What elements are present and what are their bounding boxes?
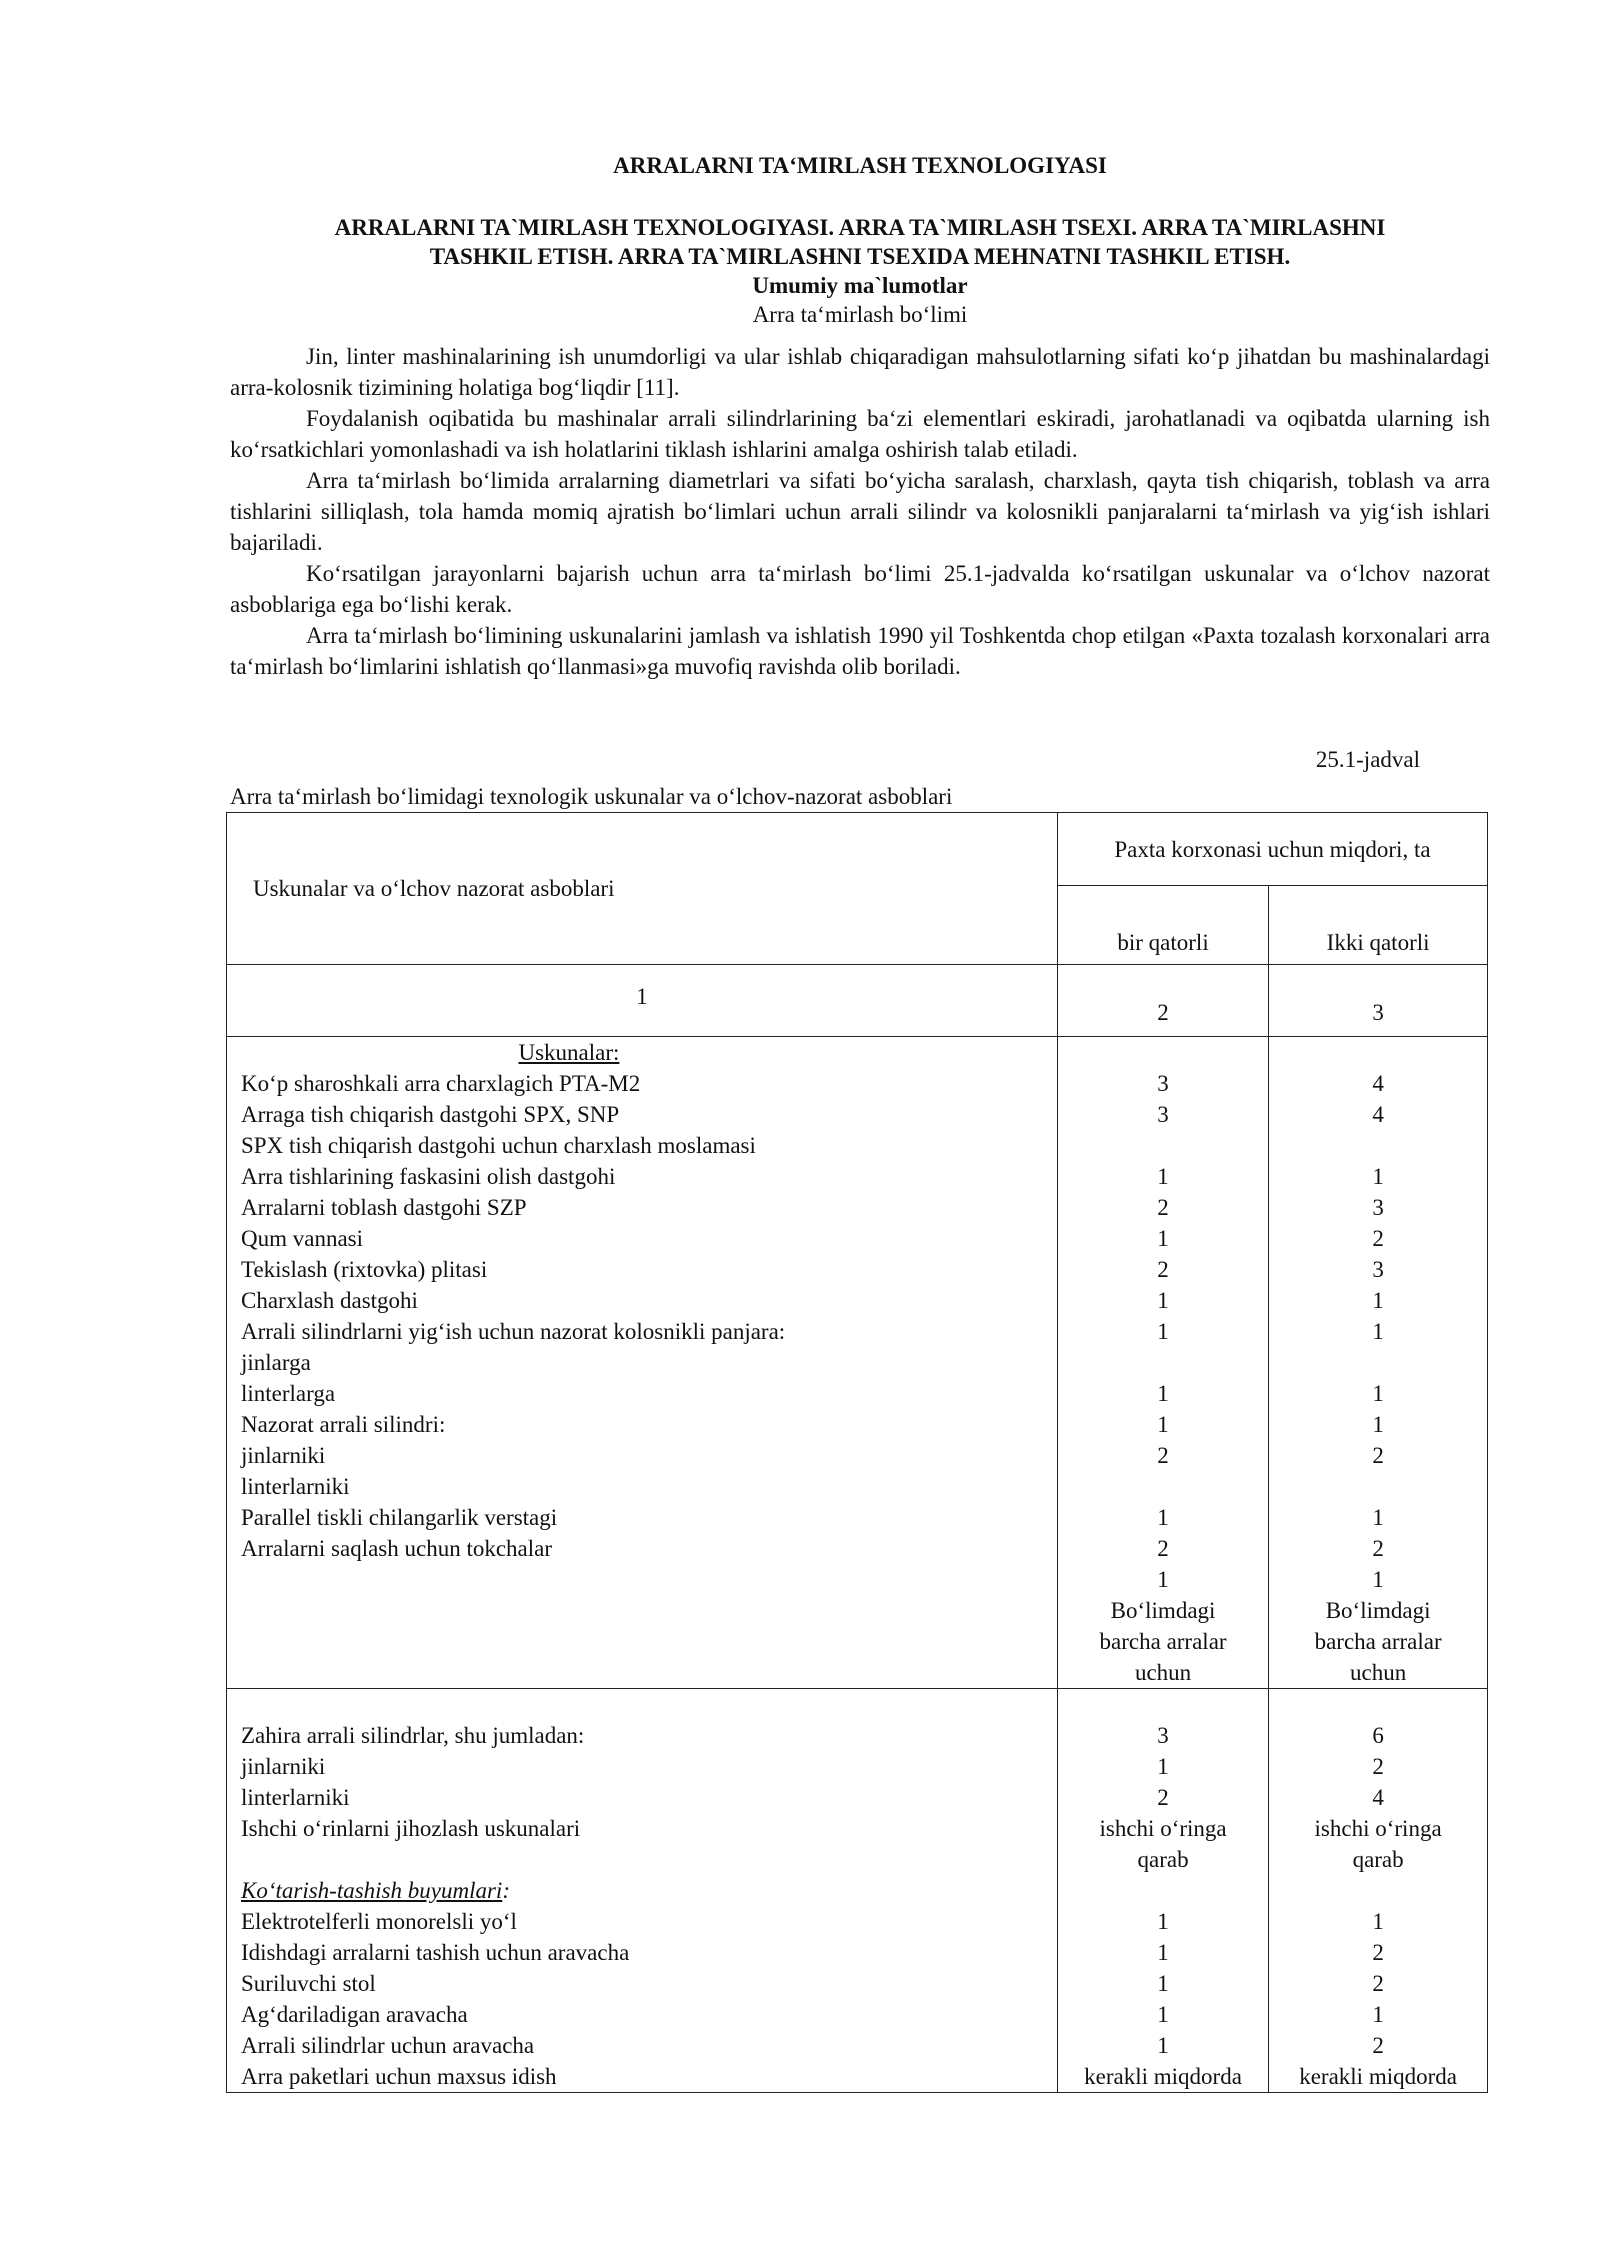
document-title: ARRALARNI TA‘MIRLASH TEXNOLOGIYASI bbox=[613, 153, 1107, 178]
column-number-2: 2 bbox=[1057, 965, 1268, 1037]
quantity-cell: 1 bbox=[1157, 1567, 1169, 1592]
table-row-equipment bbox=[227, 1037, 1488, 1689]
quantity-cell bbox=[1269, 1037, 1487, 1068]
list-item: Arra tishlarining faskasini olish dastgohi bbox=[241, 1164, 616, 1189]
quantity-cell: kerakli miqdorda bbox=[1299, 2064, 1457, 2089]
equipment-section-title: Uskunalar: bbox=[518, 1040, 620, 1065]
column-number-1: 1 bbox=[227, 965, 1058, 1037]
quantity-cell bbox=[1269, 1347, 1487, 1378]
list-item: Tekislash (rixtovka) plitasi bbox=[241, 1257, 488, 1282]
document-subtitle-line-1: ARRALARNI TA`MIRLASH TEXNOLOGIYASI. ARRA TA`MIRLASH TSEXI. ARRA TA`MIRLASHNI bbox=[334, 215, 1386, 240]
quantity-cell: 1 bbox=[1372, 1567, 1384, 1592]
list-item: Arrali silindrlar uchun aravacha bbox=[241, 2033, 535, 2058]
spacer bbox=[241, 1689, 1057, 1720]
list-item: Arralarni saqlash uchun tokchalar bbox=[241, 1536, 553, 1561]
list-item: Arra paketlari uchun maxsus idish bbox=[241, 2064, 557, 2089]
quantity-cell: 4 bbox=[1372, 1785, 1384, 1810]
spacer bbox=[1269, 1689, 1487, 1720]
quantity-cell: qarab bbox=[1352, 1847, 1404, 1872]
quantity-cell: 1 bbox=[1157, 1288, 1169, 1313]
quantity-cell: 1 bbox=[1372, 1288, 1384, 1313]
quantity-cell: 3 bbox=[1372, 1257, 1384, 1282]
quantity-cell: 6 bbox=[1372, 1723, 1384, 1748]
quantity-cell: 1 bbox=[1157, 1381, 1169, 1406]
quantity-cell: 1 bbox=[1157, 1226, 1169, 1251]
spacer bbox=[1058, 1689, 1268, 1720]
quantity-cell: ishchi o‘ringa bbox=[1314, 1816, 1442, 1841]
quantity-cell: 1 bbox=[1372, 1164, 1384, 1189]
spacer bbox=[1269, 1875, 1487, 1906]
subsection-heading: Arra ta‘mirlash bo‘limi bbox=[752, 302, 968, 327]
quantity-note: uchun bbox=[1349, 1660, 1407, 1685]
quantity-cell: 2 bbox=[1372, 1443, 1384, 1468]
quantity-cell: 4 bbox=[1372, 1102, 1384, 1127]
list-item: Nazorat arrali silindri: bbox=[241, 1412, 446, 1437]
quantity-cell: 1 bbox=[1157, 1754, 1169, 1779]
quantity-cell: 1 bbox=[1157, 2033, 1169, 2058]
section-heading: Umumiy ma`lumotlar bbox=[752, 273, 968, 298]
quantity-cell: 1 bbox=[1372, 2002, 1384, 2027]
paragraph: Foydalanish oqibatida bu mashinalar arrali silindrlarining ba‘zi elementlari eskiradi, jarohatlanadi va oqibatda ularning ish ko‘rsatkichlari yomonlashadi va ish holatlarini tiklash ishlarini amalga oshirish talab etiladi. bbox=[230, 406, 1490, 462]
list-item: Qum vannasi bbox=[241, 1226, 364, 1251]
spacer bbox=[241, 1844, 1057, 1875]
quantity-cell: 2 bbox=[1157, 1195, 1169, 1220]
table-number: 25.1-jadval bbox=[1315, 747, 1420, 772]
list-item: Arrali silindrlarni yig‘ish uchun nazorat kolosnikli panjara: bbox=[241, 1319, 786, 1344]
quantity-note: uchun bbox=[1134, 1660, 1192, 1685]
table-row-reserve bbox=[227, 1689, 1488, 2093]
quantity-cell: 2 bbox=[1372, 1971, 1384, 1996]
list-item: SPX tish chiqarish dastgohi uchun charxlash moslamasi bbox=[241, 1133, 756, 1158]
list-item: linterlarniki bbox=[241, 1785, 350, 1810]
paragraph: Arra ta‘mirlash bo‘limining uskunalarini jamlash va ishlatish 1990 yil Toshkentda chop etilgan «Paxta tozalash korxonalari arra ta‘mirlash bo‘limlarini ishlatish qo‘llanmasi»ga muvofiq ravishda olib boriladi. bbox=[230, 623, 1490, 679]
document-subtitle-line-2: TASHKIL ETISH. ARRA TA`MIRLASHNI TSEXIDA MEHNATNI TASHKIL ETISH. bbox=[429, 244, 1291, 269]
spacer bbox=[1058, 1875, 1268, 1906]
list-item: jinlarniki bbox=[241, 1443, 326, 1468]
paragraph: Ko‘rsatilgan jarayonlarni bajarish uchun arra ta‘mirlash bo‘limi 25.1-jadvalda ko‘rsatilgan uskunalar va o‘lchov nazorat asboblariga ega bo‘lishi kerak. bbox=[230, 561, 1490, 617]
single-row-quantities bbox=[1057, 1037, 1268, 1689]
list-item: jinlarniki bbox=[241, 1754, 326, 1779]
table-caption: Arra ta‘mirlash bo‘limidagi texnologik uskunalar va o‘lchov-nazorat asboblari bbox=[230, 784, 953, 809]
quantity-cell: 2 bbox=[1157, 1443, 1169, 1468]
quantity-cell: 1 bbox=[1157, 1909, 1169, 1934]
list-item: linterlarniki bbox=[241, 1474, 350, 1499]
quantity-cell: 1 bbox=[1157, 1164, 1169, 1189]
header-quantity-group: Paxta korxonasi uchun miqdori, ta bbox=[1057, 813, 1487, 886]
lifting-section-title: Ko‘tarish-tashish buyumlari: bbox=[241, 1878, 510, 1903]
quantity-cell: 1 bbox=[1157, 2002, 1169, 2027]
list-item: Ag‘dariladigan aravacha bbox=[241, 2002, 468, 2027]
paragraph: Jin, linter mashinalarining ish unumdorligi va ular ishlab chiqaradigan mahsulotlarning sifati ko‘p jihatdan bu mashinalardagi arra-kolosnik tizimining holatiga bog‘liqdir [11]. bbox=[230, 344, 1490, 400]
list-item: linterlarga bbox=[241, 1381, 336, 1406]
quantity-note: barcha arralar bbox=[1099, 1629, 1227, 1654]
header-double-row: Ikki qatorli bbox=[1269, 886, 1488, 965]
paragraph: Arra ta‘mirlash bo‘limida arralarning diametrlari va sifati bo‘yicha saralash, charxlash, qayta tish chiqarish, toblash va arra tishlarini silliqlash, tola hamda momiq ajratish bo‘limlari uchun arrali silindr va kolosnikli panjaralarni ta‘mirlash va yig‘ish ishlari bajariladi. bbox=[230, 468, 1490, 555]
document-page bbox=[230, 150, 1490, 2093]
header-equipment: Uskunalar va o‘lchov nazorat asboblari bbox=[227, 813, 1058, 965]
quantity-cell: 3 bbox=[1372, 1195, 1384, 1220]
quantity-cell: 1 bbox=[1372, 1319, 1384, 1344]
quantity-note: Bo‘limdagi bbox=[1110, 1598, 1216, 1623]
quantity-cell bbox=[1269, 1471, 1487, 1502]
quantity-cell bbox=[1269, 1130, 1487, 1161]
quantity-cell: 2 bbox=[1372, 1536, 1384, 1561]
quantity-note: Bo‘limdagi bbox=[1325, 1598, 1431, 1623]
equipment-table bbox=[226, 812, 1488, 2093]
quantity-cell: 2 bbox=[1372, 1226, 1384, 1251]
quantity-cell: 1 bbox=[1372, 1381, 1384, 1406]
quantity-cell bbox=[1058, 1037, 1268, 1068]
quantity-note: barcha arralar bbox=[1314, 1629, 1442, 1654]
list-item: Arraga tish chiqarish dastgohi SPX, SNP bbox=[241, 1102, 620, 1127]
list-item: Idishdagi arralarni tashish uchun aravacha bbox=[241, 1940, 630, 1965]
double-row-quantities bbox=[1269, 1037, 1488, 1689]
list-item: Ko‘p sharoshkali arra charxlagich PTA-M2 bbox=[241, 1071, 641, 1096]
quantity-cell: 3 bbox=[1157, 1723, 1169, 1748]
quantity-cell bbox=[1058, 1471, 1268, 1502]
quantity-cell: 2 bbox=[1157, 1785, 1169, 1810]
single-row-quantities bbox=[1057, 1689, 1268, 2093]
list-item: jinlarga bbox=[241, 1350, 311, 1375]
quantity-cell: qarab bbox=[1137, 1847, 1189, 1872]
quantity-cell: 2 bbox=[1372, 2033, 1384, 2058]
quantity-cell: 1 bbox=[1157, 1319, 1169, 1344]
column-number-3: 3 bbox=[1269, 965, 1488, 1037]
list-item: Zahira arrali silindrlar, shu jumladan: bbox=[241, 1723, 585, 1748]
double-row-quantities bbox=[1269, 1689, 1488, 2093]
quantity-cell: 1 bbox=[1157, 1971, 1169, 1996]
quantity-cell: 1 bbox=[1157, 1940, 1169, 1965]
equipment-list bbox=[227, 1037, 1058, 1689]
quantity-cell: 1 bbox=[1157, 1412, 1169, 1437]
quantity-cell: 1 bbox=[1372, 1412, 1384, 1437]
quantity-cell: 3 bbox=[1157, 1071, 1169, 1096]
quantity-cell: 1 bbox=[1372, 1505, 1384, 1530]
quantity-cell: ishchi o‘ringa bbox=[1099, 1816, 1227, 1841]
list-item: Elektrotelferli monorelsli yo‘l bbox=[241, 1909, 517, 1934]
reserve-list bbox=[227, 1689, 1058, 2093]
quantity-cell: 2 bbox=[1372, 1940, 1384, 1965]
quantity-cell bbox=[1058, 1130, 1268, 1161]
list-item: Arralarni toblash dastgohi SZP bbox=[241, 1195, 527, 1220]
quantity-cell: 1 bbox=[1372, 1909, 1384, 1934]
quantity-cell: 4 bbox=[1372, 1071, 1384, 1096]
quantity-cell bbox=[1058, 1347, 1268, 1378]
header-single-row: bir qatorli bbox=[1057, 886, 1268, 965]
quantity-cell: 2 bbox=[1157, 1257, 1169, 1282]
quantity-cell: 3 bbox=[1157, 1102, 1169, 1127]
list-item: Suriluvchi stol bbox=[241, 1971, 376, 1996]
list-item: Ishchi o‘rinlarni jihozlash uskunalari bbox=[241, 1816, 581, 1841]
quantity-cell: 1 bbox=[1157, 1505, 1169, 1530]
quantity-cell: kerakli miqdorda bbox=[1084, 2064, 1242, 2089]
quantity-cell: 2 bbox=[1372, 1754, 1384, 1779]
list-item: Charxlash dastgohi bbox=[241, 1288, 418, 1313]
list-item: Parallel tiskli chilangarlik verstagi bbox=[241, 1505, 558, 1530]
quantity-cell: 2 bbox=[1157, 1536, 1169, 1561]
